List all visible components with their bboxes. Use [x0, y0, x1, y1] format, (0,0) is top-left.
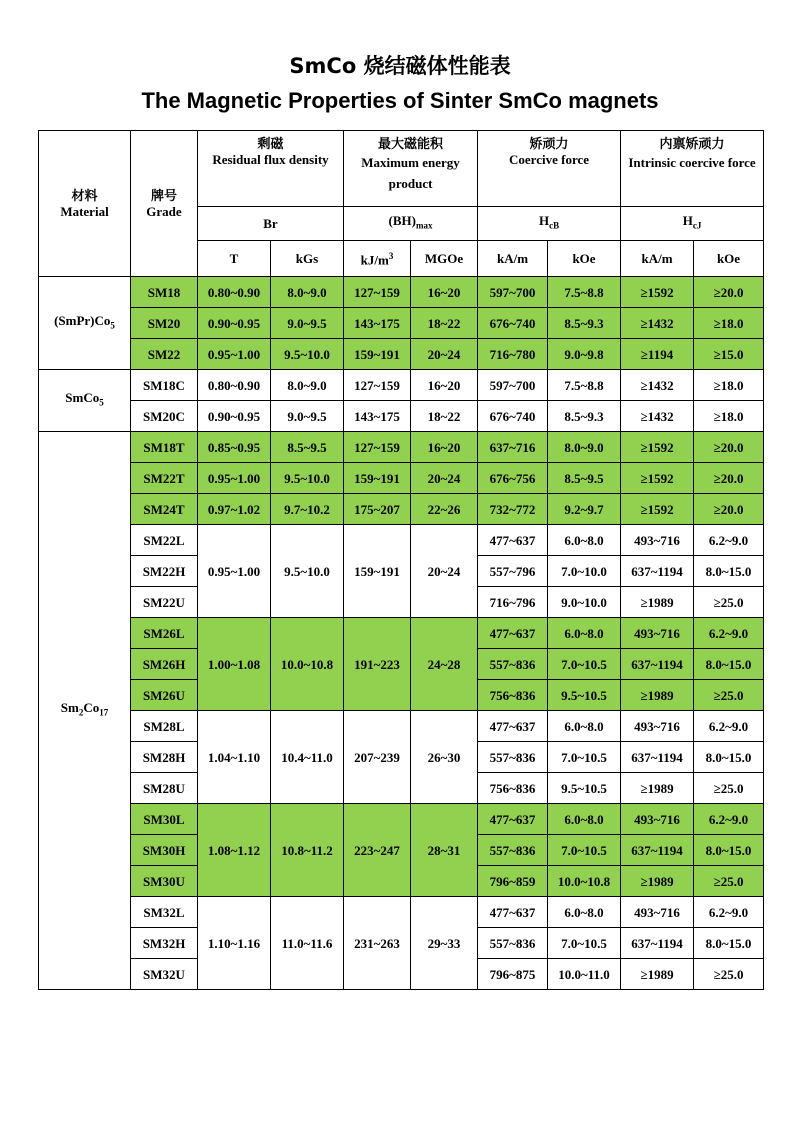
bh-mgoe-cell: 16~20	[411, 370, 478, 401]
table-row	[39, 525, 764, 556]
hcb-koe-cell: 7.5~8.8	[548, 277, 621, 308]
hcb-koe-cell: 6.0~8.0	[548, 711, 621, 742]
br-t-cell: 1.08~1.12	[198, 804, 271, 897]
hcj-kam-cell: 637~1194	[621, 835, 694, 866]
grade-cell: SM22U	[131, 587, 198, 618]
br-kgs-cell: 9.0~9.5	[271, 308, 344, 339]
table-row	[39, 339, 764, 370]
hcj-kam-cell: 493~716	[621, 711, 694, 742]
table-row	[39, 494, 764, 525]
material-smpr-co5: $(SmPr)Co_5$	[39, 277, 131, 370]
hcb-kam-cell: 676~756	[478, 463, 548, 494]
header-hcj-cn: 内禀矫顽力	[659, 137, 725, 152]
table-row	[39, 277, 764, 308]
hcj-koe-cell: 6.2~9.0	[694, 618, 764, 649]
hcj-kam-cell: ≥1194	[621, 339, 694, 370]
hcj-koe-cell: ≥25.0	[694, 773, 764, 804]
br-t-cell: 0.80~0.90	[198, 370, 271, 401]
grade-cell: SM22	[131, 339, 198, 370]
hcj-koe-cell: ≥20.0	[694, 494, 764, 525]
symbol-bh: $(BH)_{max}$	[344, 207, 478, 241]
hcb-koe-cell: 8.5~9.3	[548, 308, 621, 339]
grade-cell: SM18C	[131, 370, 198, 401]
hcb-koe-cell: 9.5~10.5	[548, 680, 621, 711]
hcb-koe-cell: 6.0~8.0	[548, 804, 621, 835]
hcj-kam-cell: ≥1989	[621, 680, 694, 711]
unit-koe-hcj: kOe	[694, 241, 764, 277]
hcj-koe-cell: 6.2~9.0	[694, 897, 764, 928]
hcj-koe-cell: 8.0~15.0	[694, 649, 764, 680]
header-grade	[131, 131, 198, 277]
bh-mgoe-cell: 20~24	[411, 463, 478, 494]
properties-table	[38, 130, 764, 990]
header-br	[198, 131, 344, 207]
hcb-koe-cell: 7.5~8.8	[548, 370, 621, 401]
bh-kj-cell: 223~247	[344, 804, 411, 897]
hcj-kam-cell: ≥1989	[621, 866, 694, 897]
header-hcb	[478, 131, 621, 207]
br-t-cell: 0.95~1.00	[198, 463, 271, 494]
br-kgs-cell: 10.0~10.8	[271, 618, 344, 711]
br-t-cell: 0.90~0.95	[198, 308, 271, 339]
hcb-kam-cell: 756~836	[478, 773, 548, 804]
grade-cell: SM22L	[131, 525, 198, 556]
bh-mgoe-cell: 29~33	[411, 897, 478, 990]
hcj-koe-cell: ≥18.0	[694, 308, 764, 339]
page-title-cn: SmCo 烧结磁体性能表	[289, 54, 511, 78]
hcj-kam-cell: ≥1592	[621, 494, 694, 525]
grade-cell: SM30U	[131, 866, 198, 897]
hcj-kam-cell: 637~1194	[621, 742, 694, 773]
hcb-koe-cell: 10.0~11.0	[548, 959, 621, 990]
br-kgs-cell: 11.0~11.6	[271, 897, 344, 990]
header-br-en: Residual flux density	[212, 152, 329, 167]
bh-kj-cell: 159~191	[344, 339, 411, 370]
table-row	[39, 463, 764, 494]
symbol-hcj: $H_{cJ}$	[621, 207, 764, 241]
hcj-koe-cell: ≥20.0	[694, 277, 764, 308]
hcj-kam-cell: ≥1432	[621, 401, 694, 432]
bh-kj-cell: 143~175	[344, 401, 411, 432]
hcb-kam-cell: 557~836	[478, 742, 548, 773]
hcj-kam-cell: 637~1194	[621, 556, 694, 587]
br-kgs-cell: 9.5~10.0	[271, 525, 344, 618]
unit-kjm3: $kJ/m^3$	[344, 241, 411, 277]
grade-cell: SM18	[131, 277, 198, 308]
unit-koe-hcb: kOe	[548, 241, 621, 277]
br-kgs-cell: 8.5~9.5	[271, 432, 344, 463]
hcj-koe-cell: ≥25.0	[694, 959, 764, 990]
hcj-kam-cell: 493~716	[621, 897, 694, 928]
br-kgs-cell: 9.7~10.2	[271, 494, 344, 525]
hcb-kam-cell: 637~716	[478, 432, 548, 463]
hcb-kam-cell: 597~700	[478, 277, 548, 308]
symbol-hcb: $H_{cB}$	[478, 207, 621, 241]
br-t-cell: 0.95~1.00	[198, 525, 271, 618]
grade-cell: SM20C	[131, 401, 198, 432]
hcb-koe-cell: 7.0~10.0	[548, 556, 621, 587]
bh-mgoe-cell: 18~22	[411, 308, 478, 339]
hcj-koe-cell: 8.0~15.0	[694, 556, 764, 587]
table-row	[39, 711, 764, 742]
grade-cell: SM28U	[131, 773, 198, 804]
hcj-koe-cell: 8.0~15.0	[694, 835, 764, 866]
grade-cell: SM20	[131, 308, 198, 339]
bh-kj-cell: 191~223	[344, 618, 411, 711]
hcb-kam-cell: 796~859	[478, 866, 548, 897]
grade-cell: SM22T	[131, 463, 198, 494]
hcj-kam-cell: ≥1592	[621, 432, 694, 463]
hcb-koe-cell: 8.0~9.0	[548, 432, 621, 463]
hcb-koe-cell: 9.0~9.8	[548, 339, 621, 370]
unit-kam-hcb: kA/m	[478, 241, 548, 277]
unit-mgoe: MGOe	[411, 241, 478, 277]
hcb-kam-cell: 557~796	[478, 556, 548, 587]
br-t-cell: 1.10~1.16	[198, 897, 271, 990]
hcj-koe-cell: 8.0~15.0	[694, 742, 764, 773]
hcj-kam-cell: ≥1432	[621, 370, 694, 401]
hcb-kam-cell: 676~740	[478, 401, 548, 432]
hcb-kam-cell: 557~836	[478, 649, 548, 680]
table-row	[39, 618, 764, 649]
bh-kj-cell: 143~175	[344, 308, 411, 339]
br-kgs-cell: 9.5~10.0	[271, 463, 344, 494]
hcj-kam-cell: 637~1194	[621, 649, 694, 680]
hcj-koe-cell: 8.0~15.0	[694, 928, 764, 959]
hcj-koe-cell: ≥25.0	[694, 680, 764, 711]
bh-mgoe-cell: 16~20	[411, 432, 478, 463]
table-row	[39, 308, 764, 339]
hcb-koe-cell: 7.0~10.5	[548, 835, 621, 866]
bh-mgoe-cell: 18~22	[411, 401, 478, 432]
header-row-names	[39, 131, 764, 207]
hcj-koe-cell: 6.2~9.0	[694, 804, 764, 835]
bh-kj-cell: 159~191	[344, 525, 411, 618]
br-t-cell: 1.04~1.10	[198, 711, 271, 804]
grade-cell: SM24T	[131, 494, 198, 525]
hcb-koe-cell: 9.0~10.0	[548, 587, 621, 618]
bh-mgoe-cell: 28~31	[411, 804, 478, 897]
grade-cell: SM30H	[131, 835, 198, 866]
br-kgs-cell: 9.0~9.5	[271, 401, 344, 432]
hcj-koe-cell: 6.2~9.0	[694, 711, 764, 742]
br-t-cell: 0.80~0.90	[198, 277, 271, 308]
br-t-cell: 1.00~1.08	[198, 618, 271, 711]
br-t-cell: 0.95~1.00	[198, 339, 271, 370]
bh-kj-cell: 231~263	[344, 897, 411, 990]
table-row	[39, 370, 764, 401]
header-grade-en: Grade	[146, 203, 182, 219]
hcb-koe-cell: 9.5~10.5	[548, 773, 621, 804]
hcb-kam-cell: 477~637	[478, 711, 548, 742]
br-kgs-cell: 9.5~10.0	[271, 339, 344, 370]
hcb-koe-cell: 9.2~9.7	[548, 494, 621, 525]
bh-kj-cell: 127~159	[344, 370, 411, 401]
br-kgs-cell: 8.0~9.0	[271, 370, 344, 401]
grade-cell: SM18T	[131, 432, 198, 463]
header-grade-cn: 牌号	[150, 188, 177, 204]
bh-mgoe-cell: 22~26	[411, 494, 478, 525]
header-bh	[344, 131, 478, 207]
unit-kam-hcj: kA/m	[621, 241, 694, 277]
header-material-en: Material	[60, 203, 109, 219]
hcb-kam-cell: 477~637	[478, 618, 548, 649]
hcb-koe-cell: 8.5~9.3	[548, 401, 621, 432]
hcb-koe-cell: 6.0~8.0	[548, 618, 621, 649]
hcb-koe-cell: 10.0~10.8	[548, 866, 621, 897]
hcb-kam-cell: 716~796	[478, 587, 548, 618]
grade-cell: SM28H	[131, 742, 198, 773]
grade-cell: SM26U	[131, 680, 198, 711]
hcb-kam-cell: 597~700	[478, 370, 548, 401]
material-sm2co17: $Sm_2Co_{17}$	[39, 432, 131, 990]
hcj-kam-cell: ≥1989	[621, 959, 694, 990]
hcj-kam-cell: ≥1989	[621, 587, 694, 618]
hcj-kam-cell: ≥1592	[621, 277, 694, 308]
grade-cell: SM32U	[131, 959, 198, 990]
bh-mgoe-cell: 24~28	[411, 618, 478, 711]
hcj-kam-cell: 493~716	[621, 525, 694, 556]
material-smco5: SmCo$_5$	[39, 370, 131, 432]
hcb-koe-cell: 6.0~8.0	[548, 525, 621, 556]
grade-cell: SM30L	[131, 804, 198, 835]
hcj-koe-cell: ≥20.0	[694, 432, 764, 463]
bh-mgoe-cell: 16~20	[411, 277, 478, 308]
bh-kj-cell: 159~191	[344, 463, 411, 494]
hcj-kam-cell: ≥1592	[621, 463, 694, 494]
grade-cell: SM28L	[131, 711, 198, 742]
hcb-kam-cell: 716~780	[478, 339, 548, 370]
br-t-cell: 0.90~0.95	[198, 401, 271, 432]
table-row	[39, 401, 764, 432]
hcj-koe-cell: ≥20.0	[694, 463, 764, 494]
unit-t: T	[198, 241, 271, 277]
header-bh-en: Maximum energy product	[361, 155, 460, 191]
hcb-kam-cell: 796~875	[478, 959, 548, 990]
br-t-cell: 0.85~0.95	[198, 432, 271, 463]
grade-cell: SM26H	[131, 649, 198, 680]
bh-kj-cell: 207~239	[344, 711, 411, 804]
hcb-koe-cell: 7.0~10.5	[548, 742, 621, 773]
symbol-br: Br	[198, 207, 344, 241]
hcj-kam-cell: ≥1432	[621, 308, 694, 339]
unit-kgs: kGs	[271, 241, 344, 277]
bh-mgoe-cell: 20~24	[411, 339, 478, 370]
hcj-koe-cell: 6.2~9.0	[694, 525, 764, 556]
grade-cell: SM32H	[131, 928, 198, 959]
bh-kj-cell: 127~159	[344, 432, 411, 463]
header-hcj	[621, 131, 764, 207]
grade-cell: SM26L	[131, 618, 198, 649]
hcb-kam-cell: 557~836	[478, 835, 548, 866]
table-row	[39, 897, 764, 928]
header-hcb-cn: 矫顽力	[529, 137, 569, 152]
bh-kj-cell: 175~207	[344, 494, 411, 525]
header-br-cn: 剩磁	[257, 137, 284, 152]
header-material	[39, 131, 131, 277]
hcj-kam-cell: 493~716	[621, 804, 694, 835]
hcb-koe-cell: 7.0~10.5	[548, 649, 621, 680]
header-material-cn: 材料	[71, 188, 98, 204]
hcj-koe-cell: ≥18.0	[694, 370, 764, 401]
hcb-kam-cell: 477~637	[478, 897, 548, 928]
header-hcb-en: Coercive force	[509, 152, 590, 167]
hcj-kam-cell: ≥1989	[621, 773, 694, 804]
bh-mgoe-cell: 20~24	[411, 525, 478, 618]
hcj-koe-cell: ≥25.0	[694, 587, 764, 618]
table-row	[39, 804, 764, 835]
hcj-koe-cell: ≥25.0	[694, 866, 764, 897]
hcj-kam-cell: 493~716	[621, 618, 694, 649]
page-title-en: The Magnetic Properties of Sinter SmCo magnets	[141, 88, 659, 113]
grade-cell: SM22H	[131, 556, 198, 587]
hcj-kam-cell: 637~1194	[621, 928, 694, 959]
br-kgs-cell: 10.8~11.2	[271, 804, 344, 897]
hcb-koe-cell: 7.0~10.5	[548, 928, 621, 959]
hcj-koe-cell: ≥18.0	[694, 401, 764, 432]
grade-cell: SM32L	[131, 897, 198, 928]
hcb-kam-cell: 477~637	[478, 804, 548, 835]
hcj-koe-cell: ≥15.0	[694, 339, 764, 370]
br-kgs-cell: 10.4~11.0	[271, 711, 344, 804]
hcb-koe-cell: 8.5~9.5	[548, 463, 621, 494]
hcb-kam-cell: 477~637	[478, 525, 548, 556]
hcb-kam-cell: 756~836	[478, 680, 548, 711]
bh-kj-cell: 127~159	[344, 277, 411, 308]
br-kgs-cell: 8.0~9.0	[271, 277, 344, 308]
header-hcj-en: Intrinsic coercive force	[628, 155, 756, 170]
hcb-kam-cell: 676~740	[478, 308, 548, 339]
br-t-cell: 0.97~1.02	[198, 494, 271, 525]
hcb-koe-cell: 6.0~8.0	[548, 897, 621, 928]
hcb-kam-cell: 732~772	[478, 494, 548, 525]
bh-mgoe-cell: 26~30	[411, 711, 478, 804]
table-row	[39, 432, 764, 463]
hcb-kam-cell: 557~836	[478, 928, 548, 959]
header-bh-cn: 最大磁能积	[378, 137, 444, 152]
